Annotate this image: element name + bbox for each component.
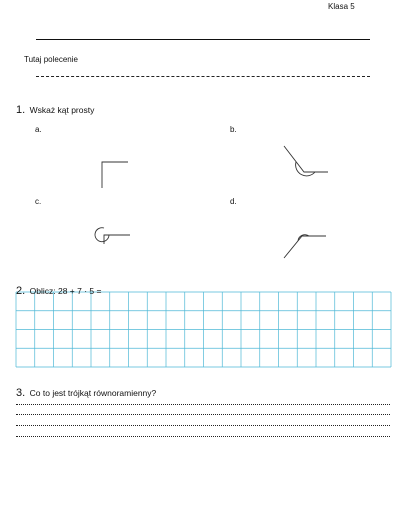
instruction-label: Tutaj polecenie: [24, 55, 78, 64]
question-1-text: Wskaż kąt prosty: [29, 105, 95, 115]
question-3-number: 3.: [16, 387, 26, 399]
answer-line-4[interactable]: [16, 436, 390, 437]
class-label: Klasa 5: [328, 2, 355, 11]
answer-line-3[interactable]: [16, 425, 390, 426]
option-b-label: b.: [230, 125, 237, 134]
angle-c-figure[interactable]: [95, 228, 130, 244]
answer-line-2[interactable]: [16, 414, 390, 415]
question-2-text: Oblicz: 28 + 7 · 5 =: [29, 286, 102, 296]
question-2-heading: [16, 281, 101, 299]
question-3-text: Co to jest trójkąt równoramienny?: [29, 388, 157, 398]
answer-line-1[interactable]: [16, 404, 390, 405]
angle-b-figure[interactable]: [284, 146, 328, 176]
answer-grid[interactable]: [16, 292, 391, 367]
option-d-label: d.: [230, 197, 237, 206]
angle-a-figure[interactable]: [102, 162, 128, 188]
question-3-heading: [16, 383, 156, 401]
option-a-label: a.: [35, 125, 42, 134]
question-1-number: 1.: [16, 104, 26, 116]
angle-d-figure[interactable]: [284, 235, 326, 258]
option-c-label: c.: [35, 197, 42, 206]
question-2-number: 2.: [16, 285, 26, 297]
